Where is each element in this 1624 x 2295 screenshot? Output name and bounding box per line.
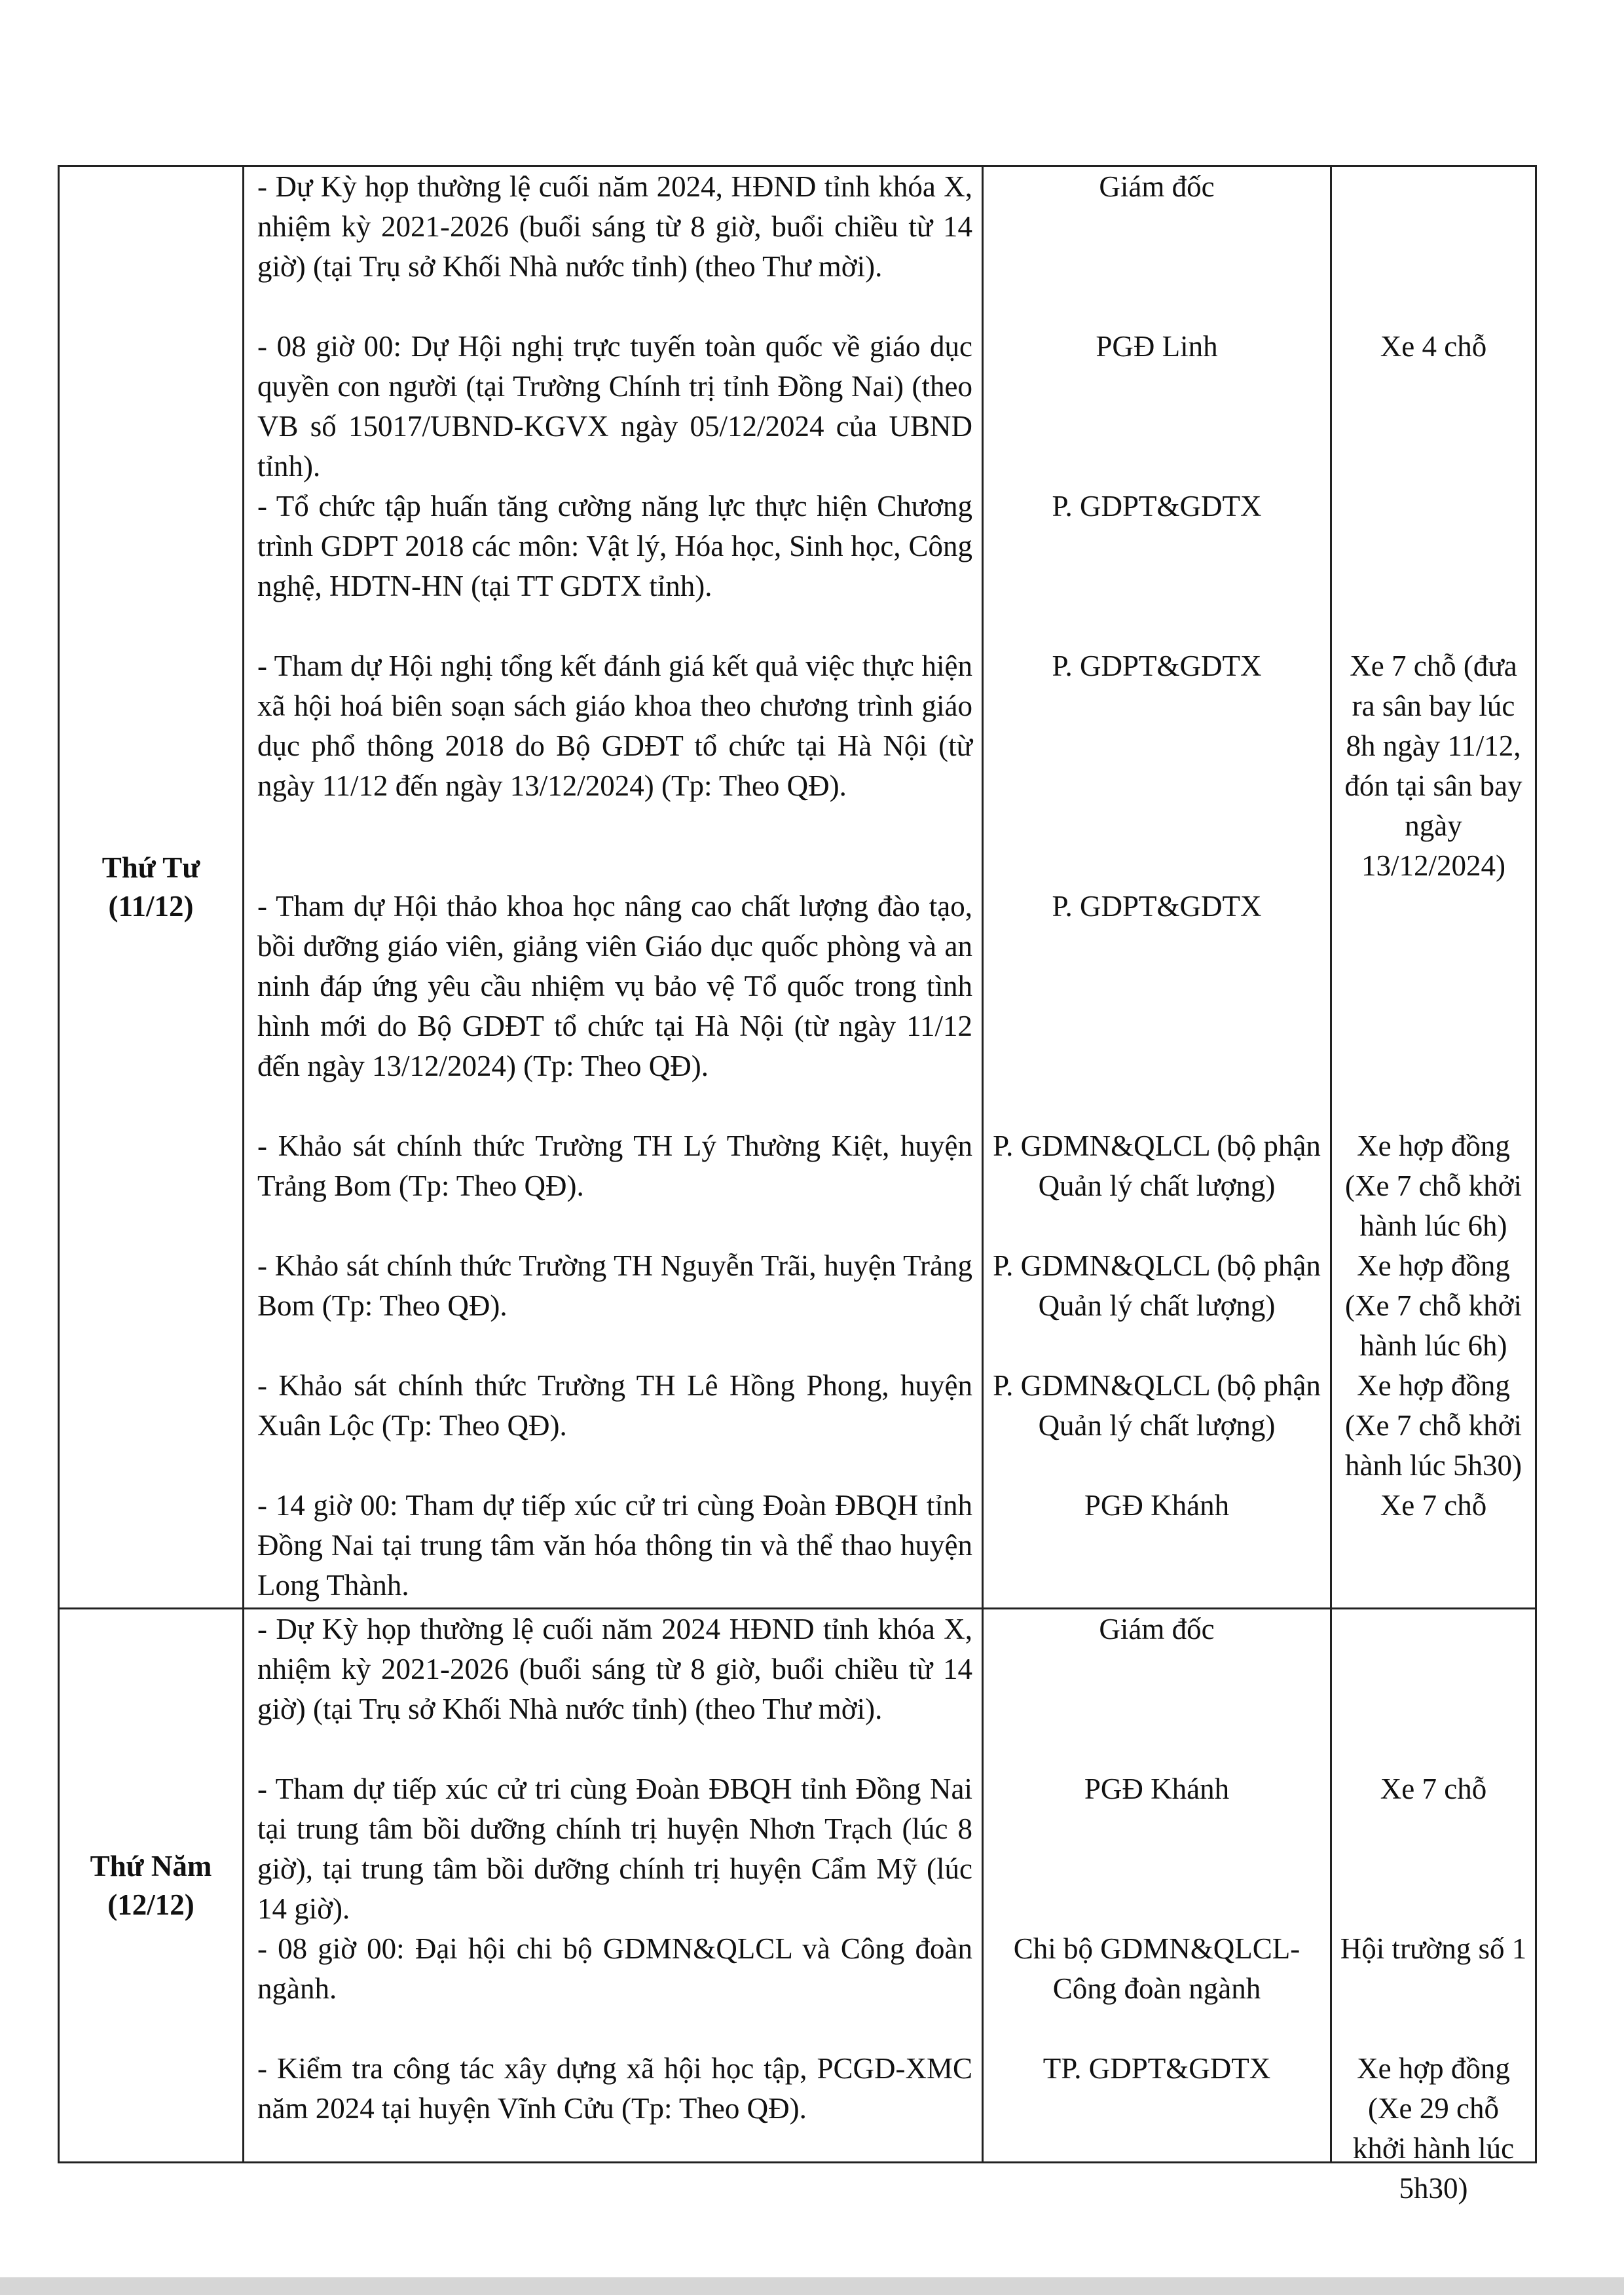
day-row-thursday [59,1609,1536,2163]
day-cell [59,1609,244,2163]
vehicle-text [1332,887,1535,1126]
schedule-item: - 08 giờ 00: Đại hội chi bộ GDMN&QLCL và Công đoàn ngành. [257,1932,972,2005]
vehicle-text: Xe hợp đồng (Xe 7 chỗ khởi hành lúc 6h) [1345,1129,1522,1242]
schedule-item: - Dự Kỳ họp thường lệ cuối năm 2024, HĐND tỉnh khóa X, nhiệm kỳ 2021-2026 (buổi sáng từ 8 giờ, buổi chiều từ 14 giờ) (tại Trụ sở Khối Nhà nước tỉnh) (theo Thư mời). [257,170,972,283]
schedule-item: - Khảo sát chính thức Trường TH Lê Hồng Phong, huyện Xuân Lộc (Tp: Theo QĐ). [257,1369,972,1442]
unit-text: P. GDPT&GDTX [1052,890,1262,923]
vehicle-text [1332,487,1535,646]
schedule-item: - Tổ chức tập huấn tăng cường năng lực thực hiện Chương trình GDPT 2018 các môn: Vật lý, Hóa học, Sinh học, Công nghệ, HDTN-HN (tại TT GDTX tỉnh). [257,490,972,602]
schedule-item: - Tham dự tiếp xúc cử tri cùng Đoàn ĐBQH tỉnh Đồng Nai tại trung tâm bồi dưỡng chính trị huyện Nhơn Trạch (lúc 8 giờ), tại trung tâm bồi dưỡng chính trị huyện Cẩm Mỹ (lúc 14 giờ). [257,1772,972,1925]
vehicle-cell [1331,1609,1536,2205]
schedule-item: - Kiểm tra công tác xây dựng xã hội học tập, PCGD-XMC năm 2024 tại huyện Vĩnh Cửu (Tp: Theo QĐ). [257,2052,972,2125]
vehicle-text: Xe 7 chỗ (đưa ra sân bay lúc 8h ngày 11/12, đón tại sân bay ngày 13/12/2024) [1344,650,1522,882]
unit-text: PGĐ Linh [1096,330,1218,363]
schedule-item: - Tham dự Hội thảo khoa học nâng cao chất lượng đào tạo, bồi dưỡng giáo viên, giảng viên Giáo dục quốc phòng và an ninh đáp ứng yêu cầu nhiệm vụ bảo vệ Tổ quốc trong tình hình mới do Bộ GDĐT tổ chức tại Hà Nội (từ ngày 11/12 đến ngày 13/12/2024) (Tp: Theo QĐ). [257,890,972,1082]
vehicle-text [1332,1609,1535,1769]
unit-text: PGĐ Khánh [1084,1489,1230,1522]
day-date: (11/12) [108,890,194,923]
unit-text: TP. GDPT&GDTX [1043,2052,1271,2085]
unit-text: Giám đốc [1099,170,1215,203]
day-date: (12/12) [107,1888,194,1921]
unit-text: Chi bộ GDMN&QLCL- Công đoàn ngành [1013,1932,1301,2005]
vehicle-text [1332,167,1535,327]
vehicle-text: Xe 7 chỗ [1380,1772,1487,1805]
content-cell [244,166,983,1609]
unit-cell [983,166,1331,1609]
vehicle-text: Xe hợp đồng (Xe 29 chỗ khởi hành lúc 5h30) [1352,2052,1515,2205]
schedule-item: - 08 giờ 00: Dự Hội nghị trực tuyến toàn quốc về giáo dục quyền con người (tại Trường Chính trị tỉnh Đồng Nai) (theo VB số 15017/UBND-KGVX ngày 05/12/2024 của UBND tỉnh). [257,330,972,483]
vehicle-text: Xe hợp đồng (Xe 7 chỗ khởi hành lúc 5h30) [1345,1369,1522,1482]
unit-text: P. GDMN&QLCL (bộ phận Quản lý chất lượng) [993,1249,1321,1322]
schedule-item: - Khảo sát chính thức Trường TH Lý Thường Kiệt, huyện Trảng Bom (Tp: Theo QĐ). [257,1129,972,1202]
day-label: Thứ Tư [101,851,200,884]
vehicle-text: Hội trường số 1 [1340,1932,1527,1965]
content-cell [244,1609,983,2163]
unit-text: P. GDMN&QLCL (bộ phận Quản lý chất lượng) [993,1129,1321,1202]
vehicle-cell [1331,166,1536,1609]
schedule-item: - Dự Kỳ họp thường lệ cuối năm 2024 HĐND tỉnh khóa X, nhiệm kỳ 2021-2026 (buổi sáng từ 8 giờ, buổi chiều từ 14 giờ) (tại Trụ sở Khối Nhà nước tỉnh) (theo Thư mời). [257,1613,972,1725]
scan-bottom-edge [0,2277,1624,2295]
schedule-item: - Khảo sát chính thức Trường TH Nguyễn Trãi, huyện Trảng Bom (Tp: Theo QĐ). [257,1249,972,1322]
schedule-item: - Tham dự Hội nghị tổng kết đánh giá kết quả việc thực hiện xã hội hoá biên soạn sách giáo khoa theo chương trình giáo dục phổ thông 2018 do Bộ GDĐT tổ chức tại Hà Nội (từ ngày 11/12 đến ngày 13/12/2024) (Tp: Theo QĐ). [257,650,972,802]
unit-text: Giám đốc [1099,1613,1215,1645]
unit-text: P. GDMN&QLCL (bộ phận Quản lý chất lượng) [993,1369,1321,1442]
vehicle-text: Xe 4 chỗ [1380,330,1487,363]
schedule-item: - 14 giờ 00: Tham dự tiếp xúc cử tri cùng Đoàn ĐBQH tỉnh Đồng Nai tại trung tâm văn hóa thông tin và thể thao huyện Long Thành. [257,1489,972,1602]
unit-cell [983,1609,1331,2163]
unit-text: P. GDPT&GDTX [1052,490,1262,523]
unit-text: P. GDPT&GDTX [1052,650,1262,682]
unit-text: PGĐ Khánh [1084,1772,1230,1805]
day-label: Thứ Năm [90,1849,212,1882]
vehicle-text: Xe hợp đồng (Xe 7 chỗ khởi hành lúc 6h) [1345,1249,1522,1362]
vehicle-text: Xe 7 chỗ [1380,1489,1487,1522]
schedule-table [58,165,1537,2205]
day-cell [59,166,244,1609]
day-row-wednesday [59,166,1536,1609]
